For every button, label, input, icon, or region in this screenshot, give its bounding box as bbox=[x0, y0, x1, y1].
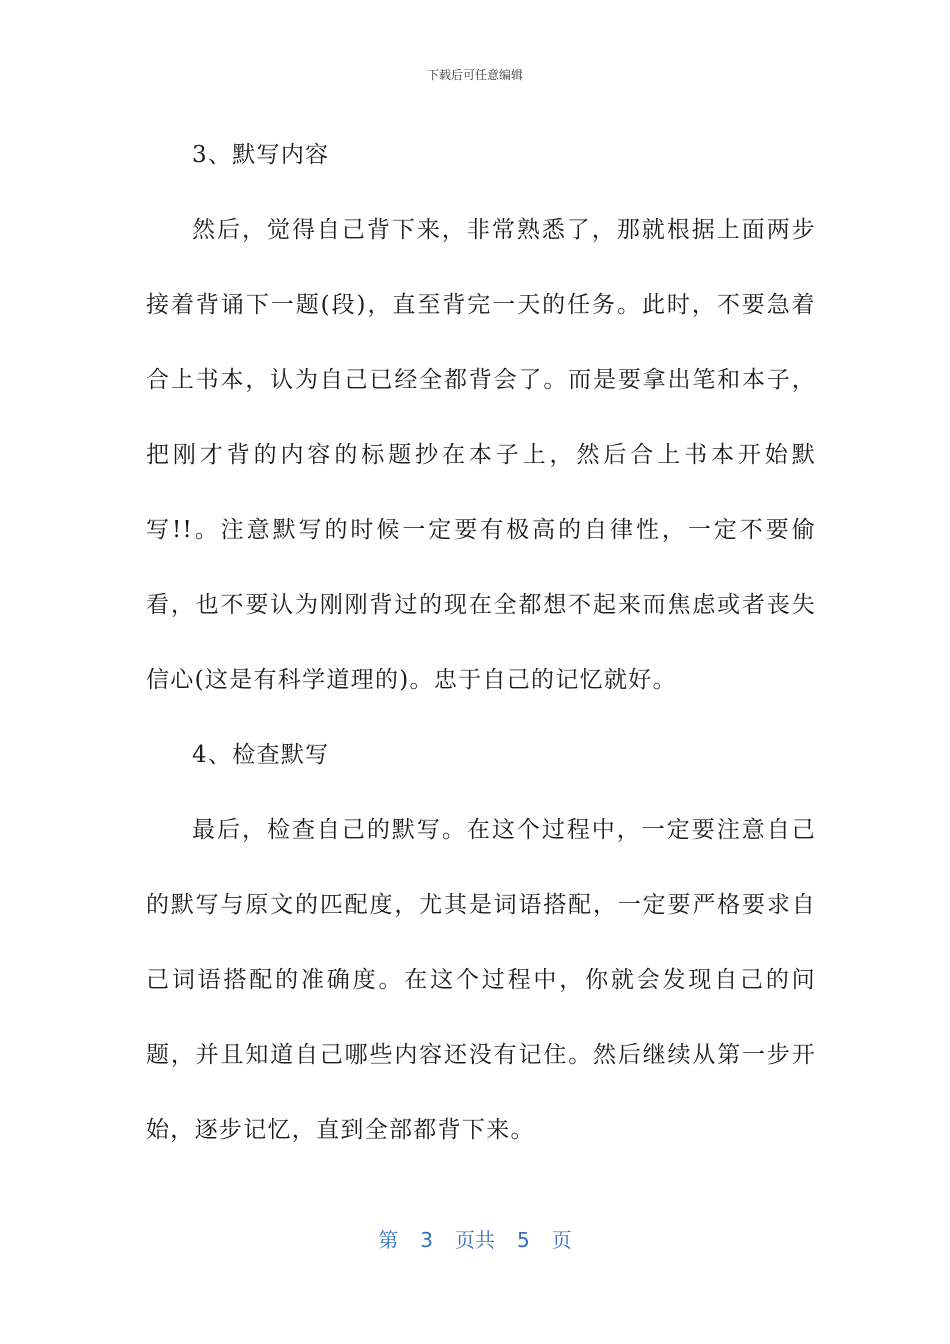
document-body bbox=[146, 118, 816, 1168]
footer-current-page: 3 bbox=[420, 1228, 433, 1252]
footer-page-suffix: 页 bbox=[551, 1228, 572, 1252]
footer-total-pages: 5 bbox=[517, 1228, 530, 1252]
section-heading-3: 3、默写内容 bbox=[192, 142, 330, 168]
section-paragraph-3: 然后，觉得自己背下来，非常熟悉了，那就根据上面两步接着背诵下一题(段)，直至背完一天的任务。此时，不要急着合上书本，认为自己已经全都背会了。而是要拿出笔和本子，把刚才背的内容的标题抄在本子上，然后合上书本开始默写!!。注意默写的时候一定要有极高的自律性，一定不要偷看，也不要认为刚刚背过的现在全都想不起来而焦虑或者丧失信心(这是有科学道理的)。忠于自己的记忆就好。 bbox=[146, 217, 816, 693]
header-note: 下载后可任意编辑 bbox=[426, 68, 523, 82]
section-heading-4: 4、检查默写 bbox=[192, 742, 330, 768]
page-footer bbox=[0, 1224, 950, 1253]
footer-page-prefix: 第 bbox=[378, 1228, 399, 1252]
section-paragraph-4: 最后，检查自己的默写。在这个过程中，一定要注意自己的默写与原文的匹配度，尤其是词语搭配，一定要严格要求自己词语搭配的准确度。在这个过程中，你就会发现自己的问题，并且知道自己哪些内容还没有记住。然后继续从第一步开始，逐步记忆，直到全部都背下来。 bbox=[146, 817, 816, 1143]
footer-page-middle: 页共 bbox=[455, 1228, 495, 1252]
